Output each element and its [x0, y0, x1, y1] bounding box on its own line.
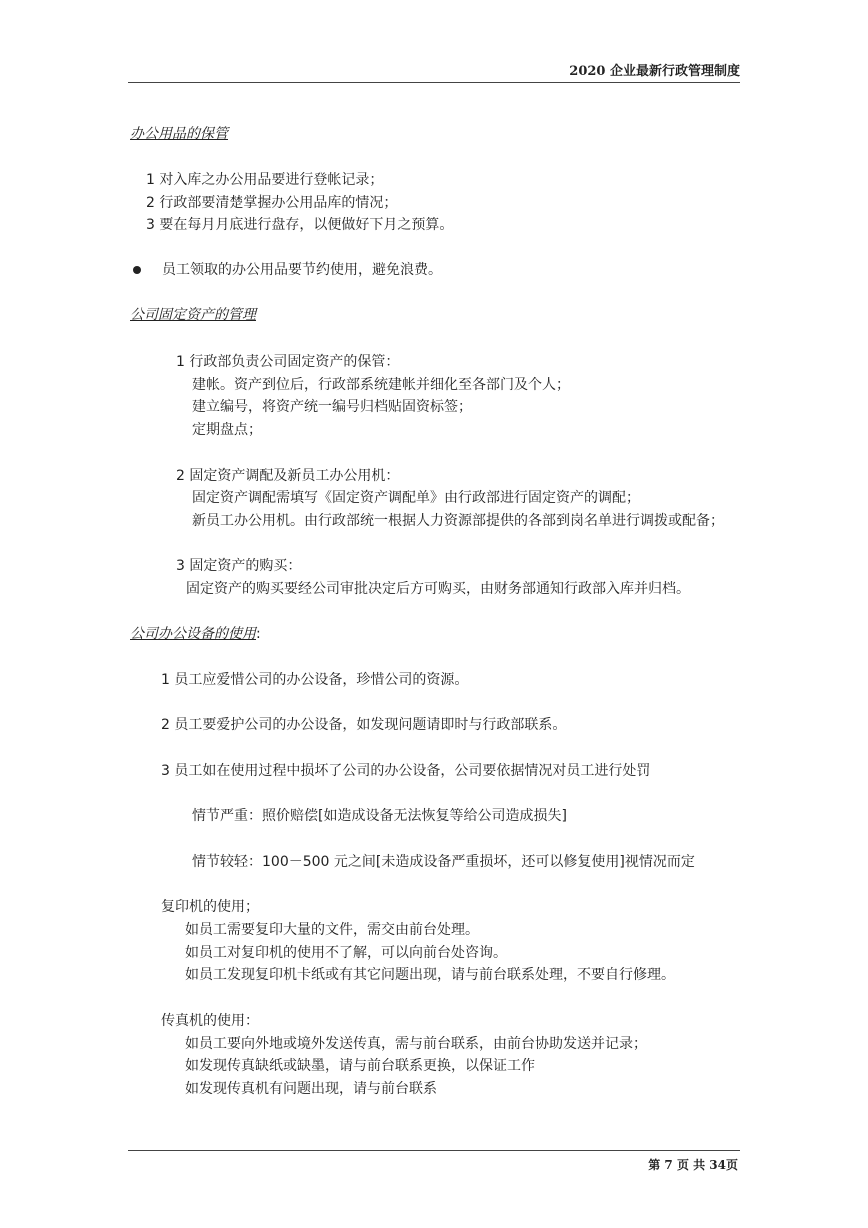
equipment-item-2: 2 员工要爱护公司的办公设备，如发现问题请即时与行政部联系。	[161, 717, 567, 733]
supplies-bullet-text: 员工领取的办公用品要节约使用，避免浪费。	[162, 262, 442, 278]
assets-group1-head: 1 行政部负责公司固定资产的保管：	[176, 354, 400, 370]
header-rule	[128, 82, 740, 83]
section-title-colon: :	[256, 626, 261, 642]
fax-head: 传真机的使用：	[161, 1013, 259, 1029]
section-title-equipment-row	[130, 625, 261, 643]
copier-head: 复印机的使用；	[161, 899, 259, 915]
copier-line: 如员工需要复印大量的文件，需交由前台处理。	[185, 922, 479, 938]
assets-group2-line: 固定资产调配需填写《固定资产调配单》由行政部进行固定资产的调配；	[192, 490, 640, 506]
equipment-item-1: 1 员工应爱惜公司的办公设备，珍惜公司的资源。	[161, 672, 469, 688]
footer-rule	[128, 1150, 740, 1151]
page-header: 2020 企业最新行政管理制度	[569, 64, 740, 79]
assets-group1-line: 建立编号，将资产统一编号归档贴固资标签；	[192, 399, 472, 415]
equipment-item-3: 3 员工如在使用过程中损坏了公司的办公设备，公司要依据情况对员工进行处罚	[161, 763, 651, 779]
assets-group2-line: 新员工办公用机。由行政部统一根据人力资源部提供的各部到岗名单进行调拨或配备；	[192, 513, 724, 529]
copier-line: 如员工对复印机的使用不了解，可以向前台处咨询。	[185, 945, 507, 961]
page-number: 第 7 页 共 34页	[648, 1158, 738, 1172]
supplies-item-2: 2 行政部要清楚掌握办公用品库的情况；	[146, 195, 398, 211]
section-title-equipment: 公司办公设备的使用	[130, 626, 256, 642]
copier-line: 如员工发现复印机卡纸或有其它问题出现，请与前台联系处理，不要自行修理。	[185, 967, 675, 983]
penalty-severe: 情节严重：照价赔偿[如造成设备无法恢复等给公司造成损失]	[192, 808, 567, 824]
assets-group3-line: 固定资产的购买要经公司审批决定后方可购买，由财务部通知行政部入库并归档。	[186, 581, 690, 597]
assets-group1-line: 建帐。资产到位后，行政部系统建帐并细化至各部门及个人；	[192, 377, 570, 393]
penalty-minor: 情节较轻：100－500 元之间[未造成设备严重损坏，还可以修复使用]视情况而定	[192, 854, 695, 870]
supplies-item-3: 3 要在每月月底进行盘存，以便做好下月之预算。	[146, 217, 454, 233]
section-title-supplies: 办公用品的保管	[130, 126, 228, 142]
fax-line: 如发现传真缺纸或缺墨，请与前台联系更换，以保证工作	[185, 1058, 535, 1074]
fax-line: 如发现传真机有问题出现，请与前台联系	[185, 1081, 437, 1097]
section-title-assets: 公司固定资产的管理	[130, 307, 256, 323]
supplies-item-1: 1 对入库之办公用品要进行登帐记录；	[146, 172, 384, 188]
fax-line: 如员工要向外地或境外发送传真，需与前台联系，由前台协助发送并记录；	[185, 1036, 647, 1052]
assets-group3-head: 3 固定资产的购买：	[176, 558, 302, 574]
bullet-icon	[133, 266, 141, 274]
assets-group2-head: 2 固定资产调配及新员工办公用机：	[176, 468, 400, 484]
assets-group1-line: 定期盘点；	[192, 422, 262, 438]
